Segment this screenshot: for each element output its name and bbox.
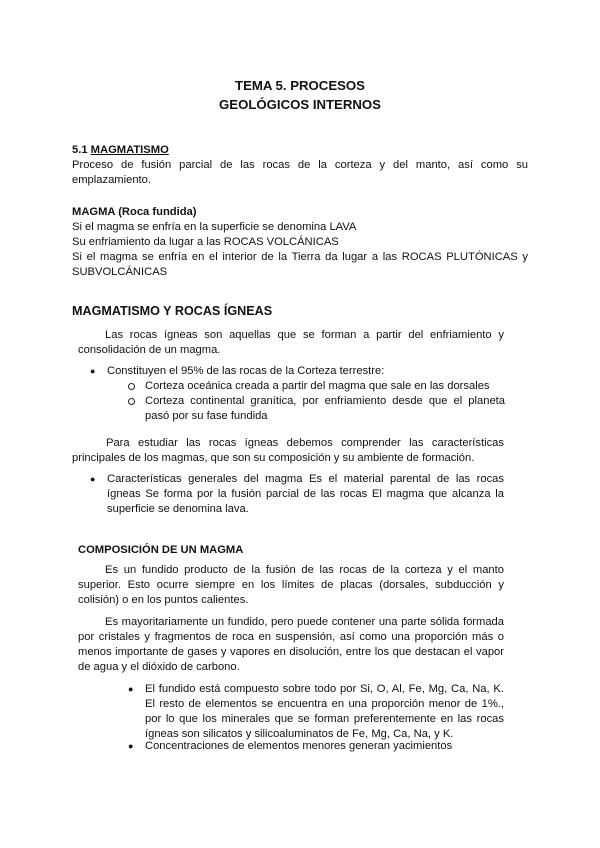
igneas-bullet-2: Características generales del magma Es el material parental de las rocas ígneas Se forma por la fusión parcial de las rocas El magma que alcanza la superficie se denomina lava. <box>107 473 504 515</box>
section-5-1-text: Proceso de fusión parcial de las rocas de la corteza y del manto, así como su emplazamiento. <box>72 159 528 186</box>
composicion-bullet-1: El fundido está compuesto sobre todo por Si, O, Al, Fe, Mg, Ca, Na, K. El resto de elementos se encuentra en una proporción menor de 1%., por lo que los minerales que se forman preferentemente en las rocas ígneas son silicatos y silicoaluminatos de Fe, Mg, Ca, Na, y K. <box>145 683 504 740</box>
composicion-bullet-2: Concentraciones de elementos menores generan yacimientos <box>145 740 453 752</box>
title-line-1: TEMA 5. PROCESOS <box>235 78 365 93</box>
magma-heading: MAGMA (Roca fundida) <box>72 206 197 218</box>
bullet-dot: ● <box>90 474 96 484</box>
section-number: 5.1 <box>72 144 88 156</box>
section-5-1-heading <box>72 143 169 158</box>
igneas-para-1: Las rocas ígneas son aquellas que se forman a partir del enfriamiento y consolidación de un magma. <box>78 329 504 356</box>
composicion-heading: COMPOSICIÓN DE UN MAGMA <box>78 544 244 556</box>
igneas-bullet-1: Constituyen el 95% de las rocas de la Corteza terrestre: <box>107 365 385 377</box>
igneas-heading: MAGMATISMO Y ROCAS ÍGNEAS <box>72 304 273 318</box>
sub-bullet-circle <box>128 383 135 390</box>
magma-line-2: Su enfriamiento da lugar a las ROCAS VOLCÁNICAS <box>72 236 339 248</box>
igneas-sub-2: Corteza continental granítica, por enfriamiento desde que el planeta pasó por su fase fundida <box>145 395 505 422</box>
igneas-para-2: Para estudiar las rocas ígneas debemos comprender las características principales de los magmas, que son su composición y su ambiente de formación. <box>72 437 504 464</box>
composicion-para-1: Es un fundido producto de la fusión de las rocas de la corteza y el manto superior. Esto ocurre siempre en los límites de placas (dorsales, subducción y colisión) o en los puntos calientes. <box>78 564 504 606</box>
igneas-sub-1: Corteza oceánica creada a partir del magma que sale en las dorsales <box>145 380 490 392</box>
bullet-dot: ● <box>128 684 134 694</box>
title-line-2: GEOLÓGICOS INTERNOS <box>219 97 381 112</box>
magma-line-3: Si el magma se enfría en el interior de la Tierra da lugar a las ROCAS PLUTÓNICAS y SUBVOLCÁNICAS <box>72 251 528 278</box>
bullet-dot: ● <box>90 366 96 376</box>
section-title: MAGMATISMO <box>90 144 169 156</box>
sub-bullet-circle <box>128 398 135 405</box>
composicion-para-2: Es mayoritariamente un fundido, pero puede contener una parte sólida formada por cristales y fragmentos de roca en suspensión, así como una proporción más o menos importante de gases y vapores en disolución, entre los que destacan el vapor de agua y el dióxido de carbono. <box>78 616 504 673</box>
bullet-dot: ● <box>128 741 134 751</box>
magma-line-1: Si el magma se enfría en la superficie se denomina LAVA <box>72 221 357 233</box>
